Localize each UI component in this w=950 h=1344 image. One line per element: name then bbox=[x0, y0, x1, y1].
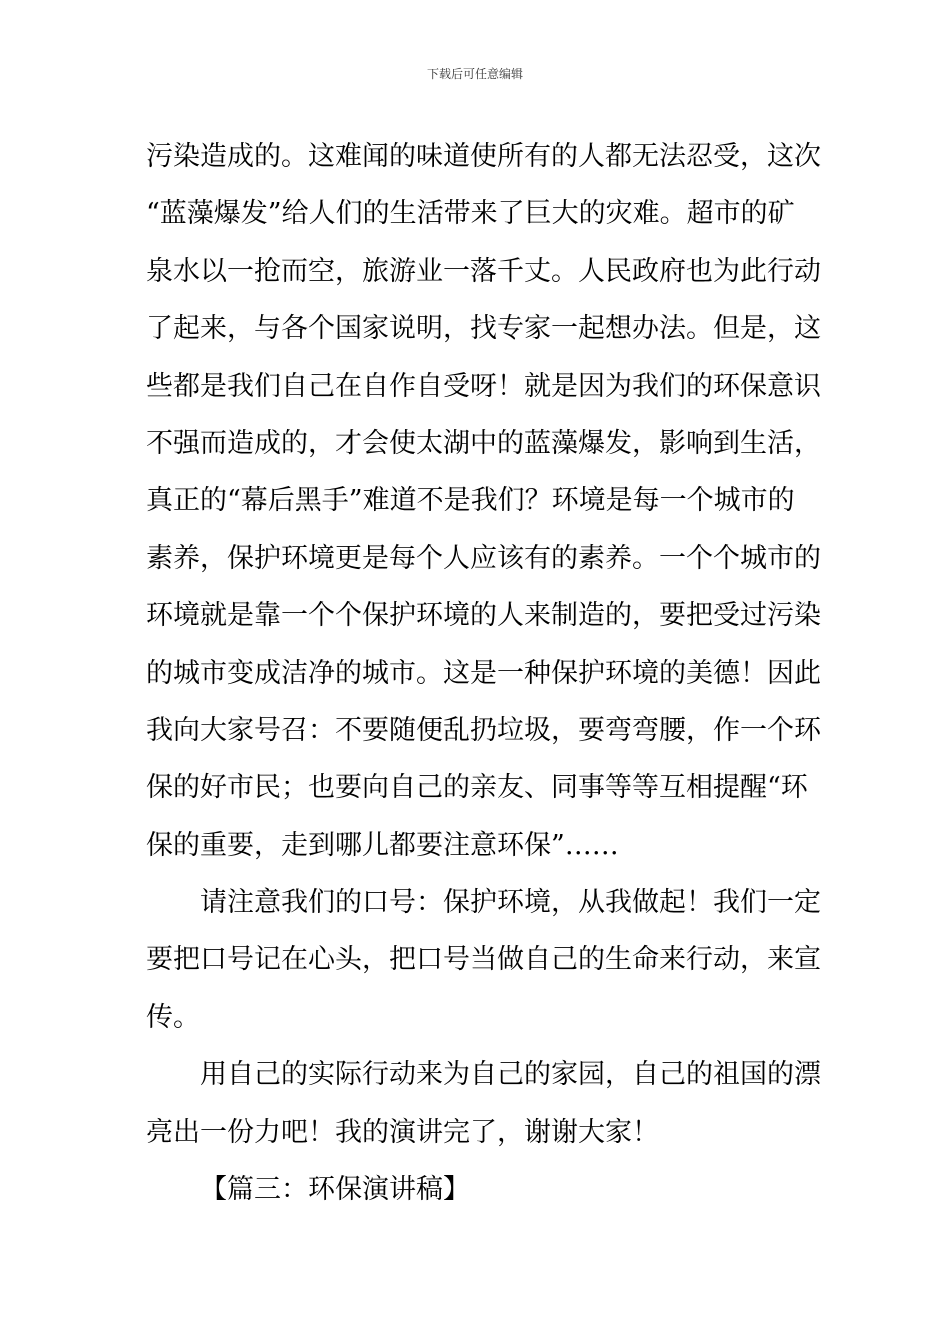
page-header: 下载后可任意编辑 bbox=[426, 67, 523, 81]
text-line: 污染造成的。这难闻的味道使所有的人都无法忍受，这次 bbox=[146, 141, 821, 172]
text-line: 我向大家号召：不要随便乱扔垃圾，要弯弯腰，作一个环 bbox=[146, 714, 821, 746]
paragraph-2 bbox=[146, 874, 821, 1046]
text-line: 泉水以一抢而空，旅游业一落千丈。人民政府也为此行动 bbox=[146, 255, 821, 287]
text-line: 保的好市民；也要向自己的亲友、同事等等互相提醒“环 bbox=[146, 772, 808, 804]
text-line: 了起来，与各个国家说明，找专家一起想办法。但是，这 bbox=[146, 313, 821, 345]
text-line: “蓝藻爆发”给人们的生活带来了巨大的灾难。超市的矿 bbox=[146, 198, 795, 230]
section-heading-text: 【篇三：环保演讲稿】 bbox=[200, 1174, 470, 1206]
text-line: 些都是我们自己在自作自受呀！就是因为我们的环保意识 bbox=[146, 370, 821, 402]
text-line: 环境就是靠一个个保护环境的人来制造的，要把受过污染 bbox=[146, 600, 821, 632]
paragraph-1 bbox=[146, 128, 821, 874]
text-line: 传。 bbox=[146, 1001, 200, 1033]
text-line: 请注意我们的口号：保护环境，从我做起！我们一定 bbox=[200, 887, 821, 919]
text-line: 保的重要，走到哪儿都要注意环保”…… bbox=[146, 829, 619, 861]
text-line: 要把口号记在心头，把口号当做自己的生命来行动，来宣 bbox=[146, 944, 821, 976]
text-line: 素养，保护环境更是每个人应该有的素养。一个个城市的 bbox=[146, 542, 821, 574]
text-line: 的城市变成洁净的城市。这是一种保护环境的美德！因此 bbox=[146, 657, 821, 689]
text-line: 用自己的实际行动来为自己的家园，自己的祖国的漂 bbox=[200, 1059, 821, 1091]
text-line: 真正的“幕后黑手”难道不是我们？环境是每一个城市的 bbox=[146, 485, 795, 517]
document-body bbox=[146, 128, 821, 1218]
text-line: 不强而造成的，才会使太湖中的蓝藻爆发，影响到生活， bbox=[146, 427, 821, 459]
text-line: 亮出一份力吧！我的演讲完了，谢谢大家！ bbox=[146, 1116, 659, 1148]
paragraph-3 bbox=[146, 1046, 821, 1161]
section-heading bbox=[146, 1161, 806, 1218]
